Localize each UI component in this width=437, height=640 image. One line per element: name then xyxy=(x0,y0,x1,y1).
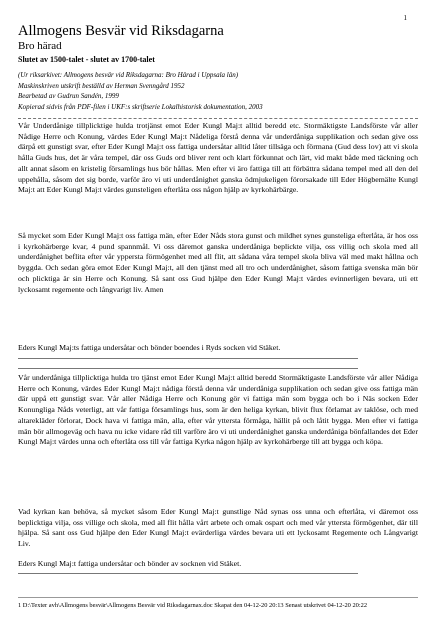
petition2-paragraph: Vad kyrkan kan behöva, så mycket såsom Eder Kungl Maj:t gunstlige Nåd synas oss unna och efterlåta, vi däremot oss beplicktiga vilja, oss villige och skola, med all flit hålla vårt arbete och omak ospart och med vår yttersta förmögenhet, där till hjälpa. Så sant oss Gud hjälpe den Eder Kungl Maj:t evärderliga värdes bevara uti ett lyckosamt Regemente och Långvarigt Liv. xyxy=(18,507,418,549)
document-footer: 1 D:\Texter avh\Allmogens besvär\Allmogens Besvär vid Riksdagarnax.doc Skapat den 04-12-20 20:13 Senast utskrivet 04-12-20 20:22 xyxy=(18,597,418,610)
source-line: (Ur riksarkivet: Allmogens besvär vid Riksdagarna: Bro Härad i Uppsala län) xyxy=(18,71,239,79)
divider xyxy=(18,368,358,369)
period-heading: Slutet av 1500-talet - slutet av 1700-talet xyxy=(18,55,155,64)
divider xyxy=(18,358,358,359)
petition2-signature: Eders Kungl Maj:t fattiga undersåtar och bönder av socknen vid Stäket. xyxy=(18,559,242,568)
document-subtitle: Bro härad xyxy=(18,40,62,52)
document-title: Allmogens Besvär vid Riksdagarna xyxy=(18,23,224,39)
page-number: 1 xyxy=(403,14,407,22)
divider xyxy=(18,573,358,574)
petition2-paragraph: Vår underdåniga tillplicktiga hulda tro tjänst emot Eder Kungl Maj:t alltid beredd Stormäktigaste Landsförste vår aller Nådiga Herre och Konung, värdes Eder Kungl Maj:t nådiga förstå denna vår underdåniga supplikation och sedan give oss fattiga män där uppå ett gunstigt svar. Vår aller Nådiga Herre och Konung gör vi fattiga män som bygga och bo i Näs socken Eder Konungliga Nåds veterligt, att vår fattiga församlings hus, som är den heliga kyrkan, blivit flux förlamat av taklöse, och med altarekläder förlorat, Dock hava vi fattiga män, alla, efter vår yttersta förmåga, hällit på och låtit bygga. Men efter vi fattiga män bör allmogeväg och hava nu icke vidare råd till varföre äro vi uti underdånighet ganska underdånigа bönfallandes det Eder Kungl Maj:t värdes unna och efterlåta oss till vår fattiga Kyrka någon hjälp av kyrkohärberge till att bygga och köpa. xyxy=(18,373,418,447)
source-line: Bearbetad av Gudrun Sandén, 1999 xyxy=(18,92,119,100)
petition1-paragraph: Så mycket som Eder Kungl Maj:t oss fattiga män, efter Eder Nåds stora gunst och mildhet synes gunsteliga efterlåta, är hos oss i kyrkohärberge kvar, 4 pund spannmål. Vi oss däremot ganska underdåniga beplickte vilja, oss villig och skola med all underdånighet beflita efter vår yppersta förmögenhet med all flit, att sådana våra tempel skola bliva väl med makt hållna och byggda. Och sedan göra emot Eder Kungl Maj:t, all den tjänst med all tro och underdånighet, såsom fattiga svenska män bör och plicktiga är sin Herre och Konung. Så sant oss Gud hjälpe den Eder Kungl Maj:t värdes evinnerligen bevara, uti ett lyckosamt regemente och långvarigt liv. Amen xyxy=(18,231,418,294)
source-line: Kopierad sidvis från PDF-filen i UKF:s skriftserie Lokalhistorisk dokumentation, 2003 xyxy=(18,102,263,111)
petition1-signature: Eders Kungl Maj:ts fattiga undersåtar och bönder boendes i Ryds socken vid Stäket. xyxy=(18,343,281,352)
source-line: Maskinskriven utskrift beställd av Herman Svenngård 1952 xyxy=(18,81,185,90)
petition1-paragraph: Vår Underdånige tillplicktige hulda trotjänst emot Eder Kungl Maj:t alltid beredd etc. Stormäktigste Landsförste vår aller Nådige Herre och Konung, värdes Eder Kungl Maj:t Nådeliga förstå denna vår underdåniga supplikation och sedan give oss därpå ett gunstigt svar, efter Eder Kungl Maj:t oss fattiga undersåtar alltid låter tillsäga och förmana (Gud dess lov) att vi skola hålla Guds hus, det är våra tempel, där oss Guds ord bliver rent och klart förkunnat och lärt, vid makt både med täckning och allt annat såsom en kristelig församlings hus bör hållas. Men efter vi äro fattiga till att förbättra sådana tempel med all den del uppehålla, såsom det sig borde, varför äro vi uti underdånighet ganska ödmjukeligen förorsakade till Eder Högbemälte Kungl Maj:t att Eder Kungl Maj:t värdes gunsteligen efterlåta oss någon hjälp av kyrkohärbärge. xyxy=(18,121,418,195)
source-note xyxy=(18,70,418,112)
divider xyxy=(18,118,418,119)
